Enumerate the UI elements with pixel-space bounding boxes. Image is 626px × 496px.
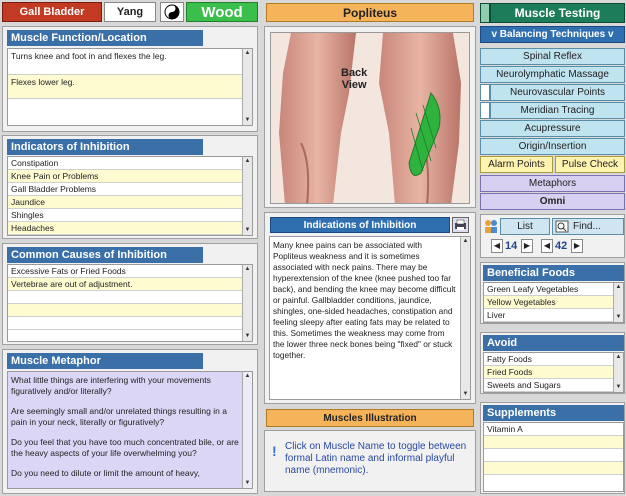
avoid-list[interactable] [483,352,624,393]
list-item: Knee Pain or Problems [8,170,252,183]
muscle-function-title: Muscle Function/Location [7,30,203,46]
metaphor-textbox[interactable] [7,371,253,489]
origin-insertion-button[interactable]: Origin/Insertion [480,138,625,155]
list-item [484,449,623,462]
indications-panel [264,212,476,404]
find-label: Find... [573,221,601,232]
previous-record-button[interactable]: ◀ [541,239,553,253]
causes-list[interactable] [7,264,253,342]
causes-panel [2,243,258,345]
meridian-tracing-button[interactable]: Meridian Tracing [490,102,625,119]
list-item: Constipation [8,157,252,170]
metaphor-scrollbar[interactable]: ▲ ▼ [242,372,252,488]
supplements-panel [480,402,625,494]
beneficial-foods-panel [480,262,625,324]
avoid-scrollbar[interactable]: ▲ ▼ [613,353,623,392]
muscle-name-button[interactable]: Popliteus [266,3,474,22]
balancing-techniques-header[interactable]: v Balancing Techniques v [480,26,625,43]
next-record-button[interactable]: ▶ [521,239,533,253]
navigation-panel [480,214,625,258]
beneficial-foods-list[interactable] [483,282,624,323]
list-item: Vitamin A [484,423,623,436]
tip-panel [264,430,476,492]
testing-bar-handle [480,3,490,23]
list-item: Headaches [8,222,252,235]
muscle-image-panel [264,26,476,208]
function-line-2: Flexes lower leg. [8,74,252,99]
indications-textbox[interactable] [269,236,471,400]
indicators-panel [2,135,258,239]
current-record-number: 14 [505,240,518,252]
avoid-panel [480,332,625,394]
metaphor-paragraph: Do you feel that you have too much concentrated bile, or are the heavy aspects of your life overwhelming you? [11,437,239,458]
causes-scrollbar[interactable]: ▲ ▼ [242,265,252,341]
list-item: Liver [484,309,623,322]
metaphor-paragraph: Do you need to dilute or limit the amount of heavy, [11,468,200,478]
last-record-button[interactable]: ▶ [571,239,583,253]
yin-yang-icon [160,2,184,22]
list-item: Jaundice [8,196,252,209]
list-item: Vertebrae are out of adjustment. [8,278,252,291]
beneficial-scrollbar[interactable]: ▲ ▼ [613,283,623,322]
indications-scrollbar[interactable]: ▲ ▼ [460,237,470,399]
popliteus-image [270,32,470,204]
list-item [8,291,252,304]
list-item: Green Leafy Vegetables [484,283,623,296]
muscle-testing-button[interactable]: Muscle Testing [490,3,625,23]
avoid-title: Avoid [483,335,624,351]
meridian-label: Gall Bladder [2,2,102,22]
tip-text: Click on Muscle Name to toggle between formal Latin name and informal playful name (mnemonic). [285,441,467,476]
acupressure-button[interactable]: Acupressure [480,120,625,137]
people-icon [483,218,499,234]
muscle-testing-bar [480,3,625,23]
image-caption: Back View [341,67,368,91]
muscles-illustration-button[interactable]: Muscles Illustration [266,409,474,427]
list-item [8,304,252,317]
list-item [8,317,252,330]
causes-title: Common Causes of Inhibition [7,247,203,263]
list-item: Gall Bladder Problems [8,183,252,196]
indicators-title: Indicators of Inhibition [7,139,203,155]
muscle-function-panel [2,26,258,132]
list-item: Shingles [8,209,252,222]
find-icon [555,220,569,233]
spinal-reflex-button[interactable]: Spinal Reflex [480,48,625,65]
muscle-function-textbox[interactable] [7,48,253,126]
list-button[interactable]: List [500,218,550,235]
list-item: Yellow Vegetables [484,296,623,309]
metaphor-paragraph: Are seemingly small and/or unrelated things resulting in a pain in your neck, literally or figuratively? [11,406,227,427]
neurovascular-marker [480,84,490,101]
supplements-list[interactable] [483,422,624,492]
info-icon: ! [272,443,277,459]
indications-text: Many knee pains can be associated with Popliteus weakness and it is sometimes associated with neck pains. There may be hyperextension of the knee (knee pushed too far back), and bending the knee may become difficult or painful. Gallbladder conditions, jaundice, shingles, one-sided headaches, constipation and feeling sleepy after eating fats may be related to this. Sometimes the weakness may come from the lower three neck bones being "fixed" or stuck together. [273,240,456,360]
metaphors-button[interactable]: Metaphors [480,175,625,192]
metaphor-panel [2,349,258,494]
total-records-number: 42 [555,240,568,252]
metaphor-title: Muscle Metaphor [7,353,203,369]
meridian-tracing-marker [480,102,490,119]
omni-button[interactable]: Omni [480,193,625,210]
list-item: Fatty Foods [484,353,623,366]
neurovascular-points-button[interactable]: Neurovascular Points [490,84,625,101]
list-item [484,436,623,449]
element-label: Wood [186,2,258,22]
alarm-points-button[interactable]: Alarm Points [480,156,553,173]
beneficial-foods-title: Beneficial Foods [483,265,624,281]
supplements-title: Supplements [483,405,624,421]
neurolymphatic-massage-button[interactable]: Neurolymphatic Massage [480,66,625,83]
pulse-check-button[interactable]: Pulse Check [555,156,625,173]
indicators-list[interactable] [7,156,253,236]
function-scrollbar[interactable]: ▲ ▼ [242,49,252,125]
first-record-button[interactable]: ◀ [491,239,503,253]
print-icon[interactable] [452,217,469,233]
indicators-scrollbar[interactable]: ▲ ▼ [242,157,252,235]
indications-title: Indications of Inhibition [270,217,450,233]
metaphor-paragraph: What little things are interfering with your movements figuratively and/or literally? [11,375,211,396]
list-item [484,462,623,475]
list-item: Fried Foods [484,366,623,379]
function-line-1: Turns knee and foot in and flexes the leg. [11,51,167,61]
polarity-label: Yang [104,2,156,22]
list-item: Sweets and Sugars [484,379,623,392]
list-item: Excessive Fats or Fried Foods [8,265,252,278]
